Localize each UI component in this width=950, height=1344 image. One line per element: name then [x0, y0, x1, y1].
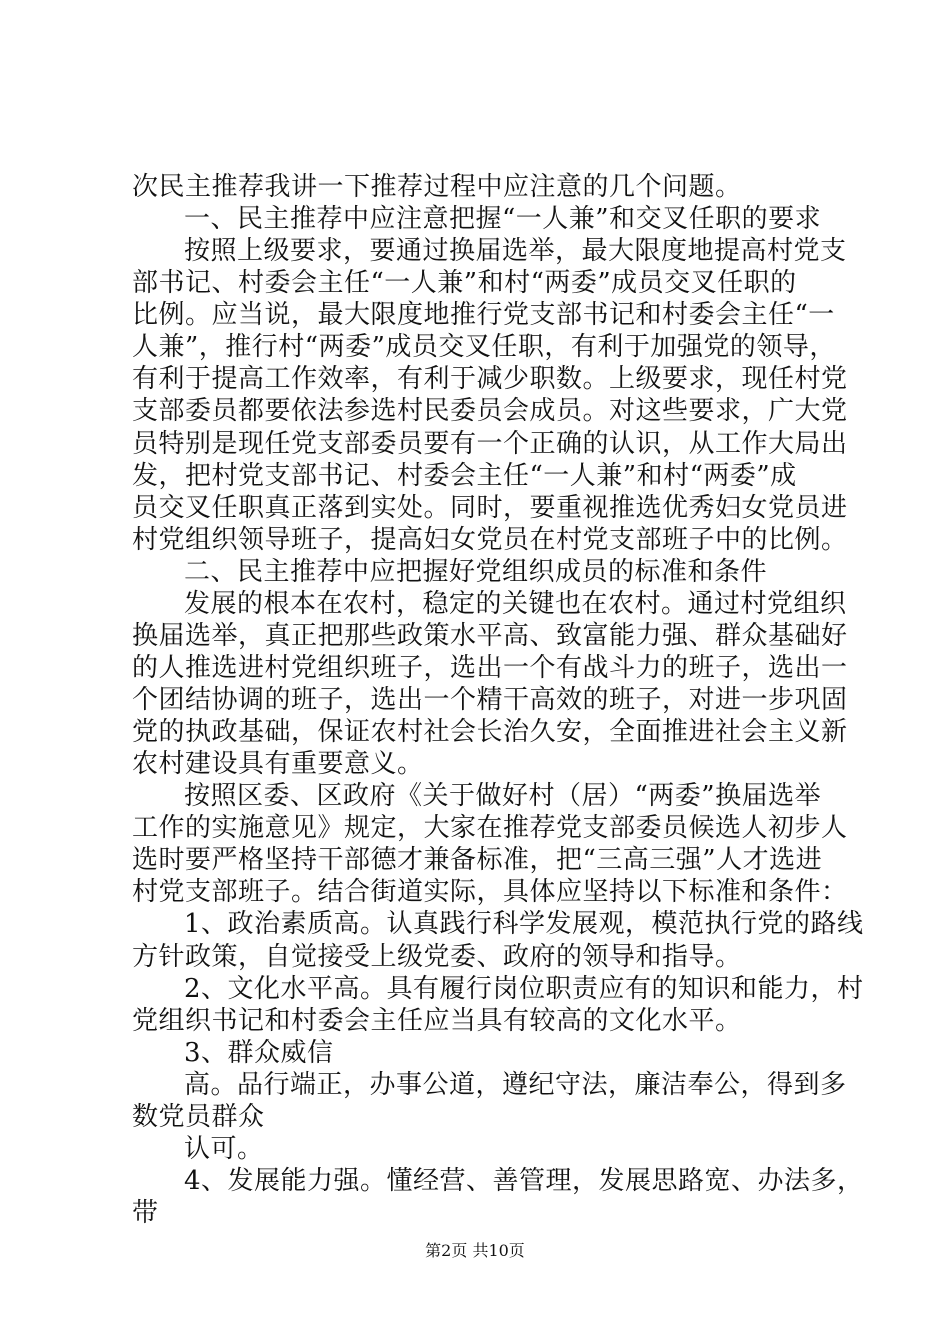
- section-heading-2: 二、民主推荐中应把握好党组织成员的标准和条件: [184, 557, 768, 587]
- text-line: 带: [132, 1198, 159, 1228]
- text-line: 认可。: [184, 1134, 264, 1164]
- text-line: 的人推选进村党组织班子，选出一个有战斗力的班子，选出一: [132, 653, 848, 683]
- text-line: 选时要严格坚持干部德才兼备标准，把“三高三强”人才选进: [132, 845, 823, 875]
- text-line: 比例。应当说，最大限度地推行党支部书记和村委会主任“一: [132, 300, 835, 330]
- section-heading-1: 一、民主推荐中应注意把握“一人兼”和交叉任职的要求: [184, 204, 822, 234]
- text-line: 工作的实施意见》规定，大家在推荐党支部委员候选人初步人: [132, 813, 848, 843]
- text-line: 次民主推荐我讲一下推荐过程中应注意的几个问题。: [132, 172, 742, 202]
- text-line: 支部委员都要依法参选村民委员会成员。对这些要求，广大党: [132, 396, 848, 426]
- list-item-3: 3、群众威信: [184, 1038, 334, 1068]
- list-item-4: 4、发展能力强。懂经营、善管理，发展思路宽、办法多，: [184, 1166, 864, 1196]
- text-line: 个团结协调的班子，选出一个精干高效的班子，对进一步巩固: [132, 685, 848, 715]
- text-line: 党的执政基础，保证农村社会长治久安，全面推进社会主义新: [132, 717, 848, 747]
- text-line: 数党员群众: [132, 1102, 265, 1132]
- list-item-2: 2、文化水平高。具有履行岗位职责应有的知识和能力，村: [184, 974, 864, 1004]
- text-line: 村党支部班子。结合街道实际，具体应坚持以下标准和条件：: [132, 877, 848, 907]
- text-line: 村党组织领导班子，提高妇女党员在村党支部班子中的比例。: [132, 525, 848, 555]
- text-line: 方针政策，自觉接受上级党委、政府的领导和指导。: [132, 942, 742, 972]
- text-line: 员特别是现任党支部委员要有一个正确的认识，从工作大局出: [132, 429, 848, 459]
- text-line: 农村建设具有重要意义。: [132, 749, 424, 779]
- text-line: 高。品行端正，办事公道，遵纪守法，廉洁奉公，得到多: [184, 1070, 847, 1100]
- text-line: 按照区委、区政府《关于做好村（居）“两委”换届选举: [184, 781, 822, 811]
- text-line: 有利于提高工作效率，有利于减少职数。上级要求，现任村党: [132, 364, 848, 394]
- list-item-1: 1、政治素质高。认真践行科学发展观，模范执行党的路线: [184, 909, 864, 939]
- text-line: 员交叉任职真正落到实处。同时，要重视推选优秀妇女党员进: [132, 493, 848, 523]
- text-line: 发展的根本在农村，稳定的关键也在农村。通过村党组织: [184, 589, 847, 619]
- text-line: 按照上级要求，要通过换届选举，最大限度地提高村党支: [184, 236, 847, 266]
- page-footer: 第2页 共10页: [425, 1241, 525, 1260]
- text-line: 换届选举，真正把那些政策水平高、致富能力强、群众基础好: [132, 621, 848, 651]
- text-line: 人兼”，推行村“两委”成员交叉任职，有利于加强党的领导，: [132, 332, 836, 362]
- text-line: 党组织书记和村委会主任应当具有较高的文化水平。: [132, 1006, 742, 1036]
- text-line: 部书记、村委会主任“一人兼”和村“两委”成员交叉任职的: [132, 268, 797, 298]
- text-line: 发，把村党支部书记、村委会主任“一人兼”和村“两委”成: [132, 461, 797, 491]
